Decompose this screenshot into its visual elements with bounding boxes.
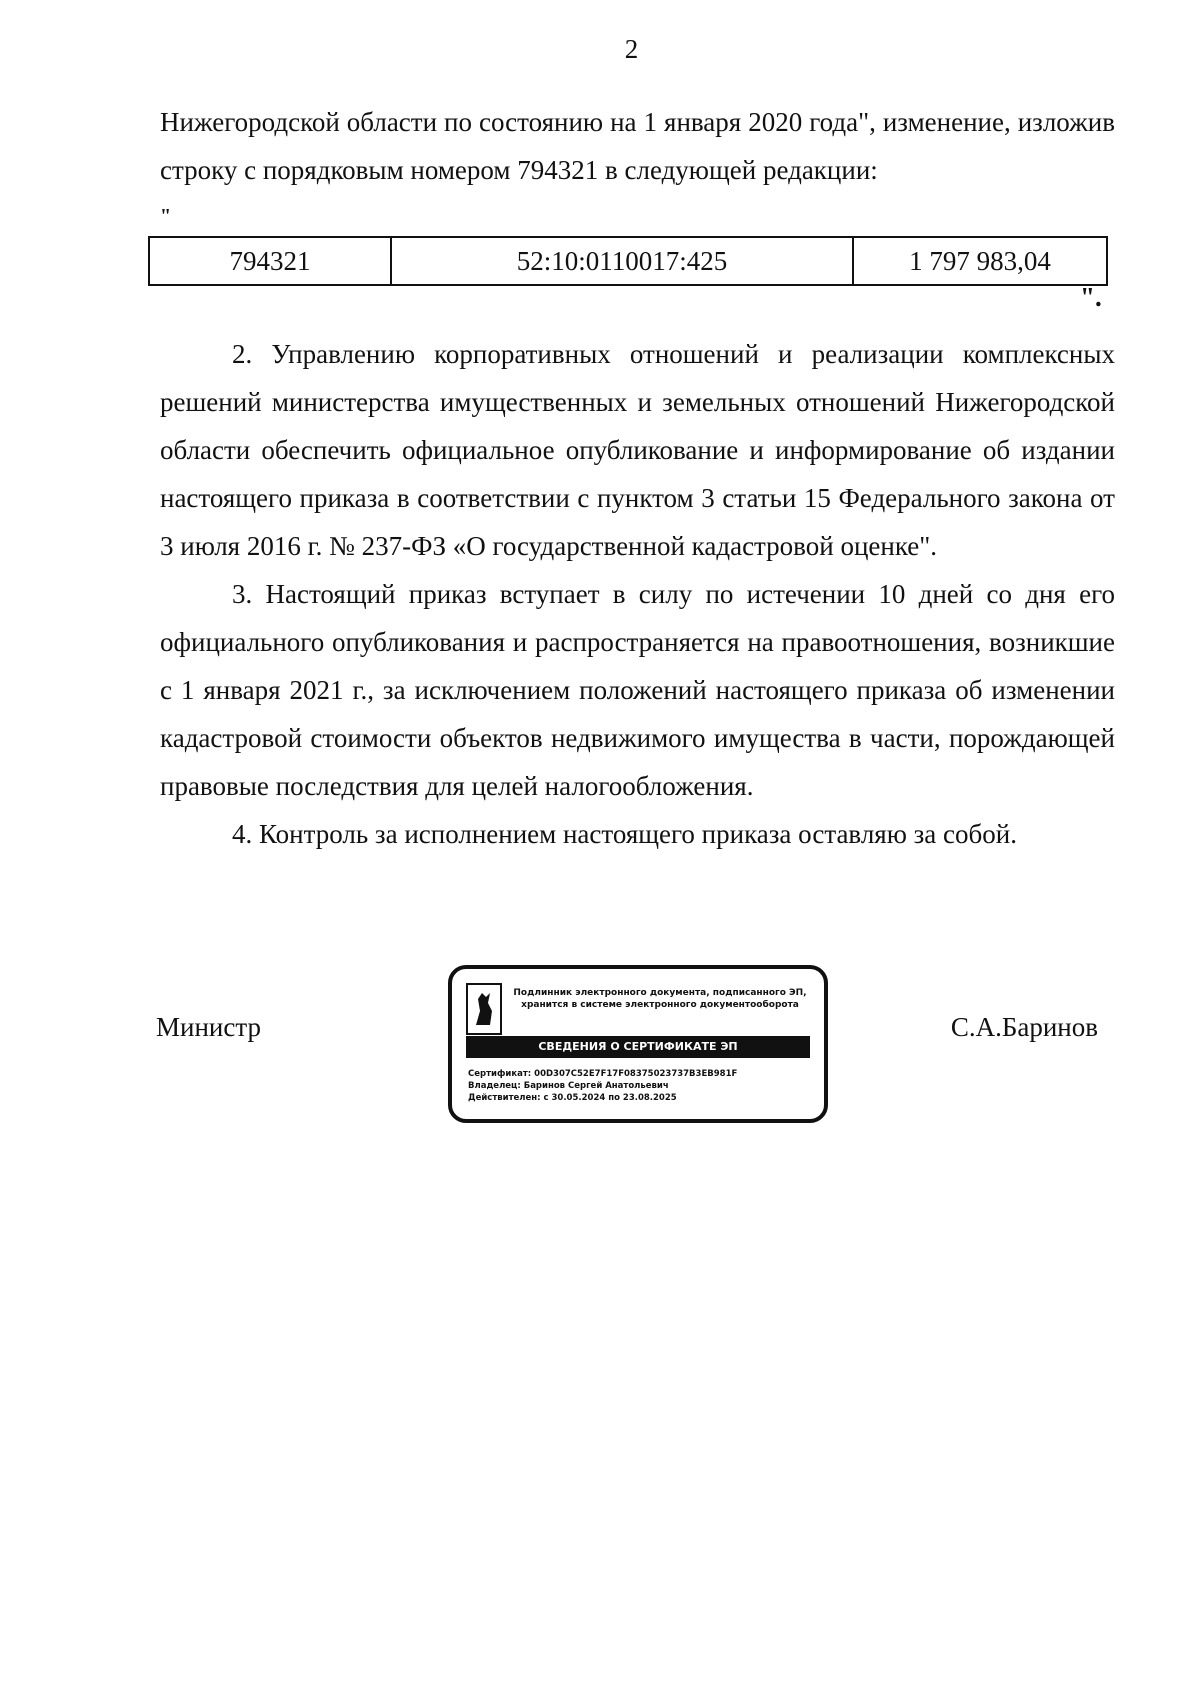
- paragraph-4: 4. Контроль за исполнением настоящего приказа оставляю за собой.: [232, 819, 1017, 849]
- stamp-header: Подлинник электронного документа, подписанного ЭП, хранится в системе электронного документооборота: [513, 988, 807, 1010]
- intro-block: [160, 98, 1115, 194]
- cadastral-table: [148, 236, 1108, 286]
- table-cell-order-number: 794321: [149, 237, 391, 285]
- stamp-owner: Владелец: Баринов Сергей Анатольевич: [468, 1081, 669, 1091]
- paragraph-3: 3. Настоящий приказ вступает в силу по истечении 10 дней со дня его официального опубликования и распространяется на правоотношения, возникшие с 1 января 2021 г., за исключением положений настоящего приказа об изменении кадастровой стоимости объектов недвижимого имущества в части, порождающей правовые последствия для целей налогообложения.: [160, 579, 1115, 801]
- quote-open: ": [160, 205, 172, 227]
- signatory-role: Министр: [156, 1012, 261, 1042]
- body-paragraphs: [160, 330, 1115, 858]
- page-number: 2: [624, 34, 639, 64]
- table-cell-cadastral-number: 52:10:0110017:425: [391, 237, 853, 285]
- stamp-valid: Действителен: с 30.05.2024 по 23.08.2025: [468, 1093, 677, 1103]
- e-signature-stamp: [448, 965, 828, 1123]
- stamp-certificate: Сертификат: 00D307C52E7F17F08375023737B3EB981F: [468, 1069, 738, 1079]
- quote-close: ".: [1080, 282, 1102, 312]
- signatory-name: С.А.Баринов: [950, 1012, 1098, 1042]
- table-cell-cadastral-value: 1 797 983,04: [853, 237, 1107, 285]
- intro-text: Нижегородской области по состоянию на 1 января 2020 года", изменение, изложив строку с порядковым номером 794321 в следующей редакции:: [160, 107, 1115, 185]
- coat-of-arms-icon: [466, 983, 502, 1035]
- stamp-title: СВЕДЕНИЯ О СЕРТИФИКАТЕ ЭП: [466, 1036, 810, 1058]
- paragraph-2: 2. Управлению корпоративных отношений и реализации комплексных решений министерства имущественных и земельных отношений Нижегородской области обеспечить официальное опубликование и информирование об издании настоящего приказа в соответствии с пунктом 3 статьи 15 Федерального закона от 3 июля 2016 г. № 237-ФЗ «О государственной кадастровой оценке".: [160, 339, 1115, 561]
- table-row: [149, 237, 1107, 285]
